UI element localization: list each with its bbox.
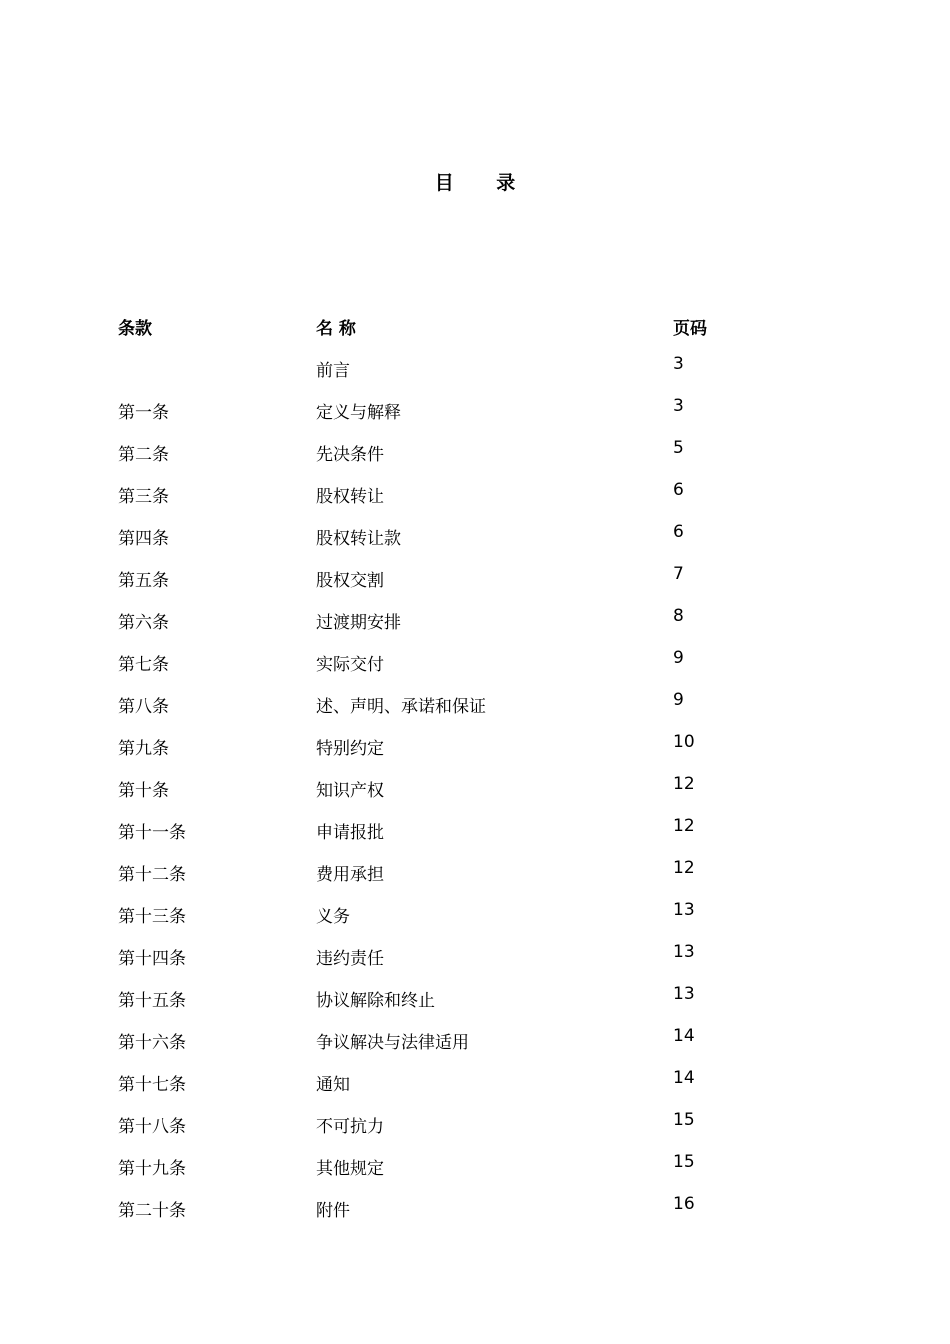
toc-row[interactable] <box>118 986 838 1028</box>
toc-name: 定义与解释 <box>316 403 401 423</box>
toc-clause: 第十二条 <box>118 865 186 885</box>
toc-name: 特别约定 <box>316 739 384 759</box>
toc-page: 9 <box>673 648 684 668</box>
toc-clause: 第十九条 <box>118 1159 186 1179</box>
toc-row[interactable] <box>118 1112 838 1154</box>
toc-page: 6 <box>673 480 684 500</box>
header-name: 名 称 <box>316 319 356 339</box>
toc-row[interactable] <box>118 650 838 692</box>
toc-name: 协议解除和终止 <box>316 991 435 1011</box>
toc-clause: 第十一条 <box>118 823 186 843</box>
toc-page: 10 <box>673 732 695 752</box>
toc-name: 通知 <box>316 1075 350 1095</box>
toc-name: 股权转让款 <box>316 529 401 549</box>
toc-name: 其他规定 <box>316 1159 384 1179</box>
toc-row[interactable] <box>118 566 838 608</box>
toc-page: 5 <box>673 438 684 458</box>
toc-name: 股权交割 <box>316 571 384 591</box>
toc-page: 8 <box>673 606 684 626</box>
toc-name: 过渡期安排 <box>316 613 401 633</box>
toc-page: 3 <box>673 354 684 374</box>
toc-row[interactable] <box>118 1070 838 1112</box>
toc-name: 费用承担 <box>316 865 384 885</box>
toc-clause: 第二条 <box>118 445 169 465</box>
toc-row[interactable] <box>118 1154 838 1196</box>
toc-row[interactable] <box>118 692 838 734</box>
toc-row[interactable] <box>118 482 838 524</box>
toc-clause: 第十三条 <box>118 907 186 927</box>
toc-name: 不可抗力 <box>316 1117 384 1137</box>
toc-row[interactable] <box>118 944 838 986</box>
toc-name: 述、声明、承诺和保证 <box>316 697 486 717</box>
toc-page: 15 <box>673 1152 695 1172</box>
toc-page: 16 <box>673 1194 695 1214</box>
toc-clause: 第五条 <box>118 571 169 591</box>
toc-name: 义务 <box>316 907 350 927</box>
toc-page: 13 <box>673 942 695 962</box>
toc-name: 违约责任 <box>316 949 384 969</box>
toc-page: 3 <box>673 396 684 416</box>
header-page: 页码 <box>673 319 707 339</box>
toc-row[interactable] <box>118 1196 838 1238</box>
toc-row[interactable] <box>118 1028 838 1070</box>
toc-page: 9 <box>673 690 684 710</box>
toc-clause: 第二十条 <box>118 1201 186 1221</box>
toc-row[interactable] <box>118 818 838 860</box>
toc-row[interactable] <box>118 398 838 440</box>
toc-clause: 第七条 <box>118 655 169 675</box>
toc-clause: 第十八条 <box>118 1117 186 1137</box>
toc-clause: 第四条 <box>118 529 169 549</box>
toc-clause: 第十五条 <box>118 991 186 1011</box>
page-title: 目 录 <box>434 172 534 194</box>
toc-clause: 第六条 <box>118 613 169 633</box>
toc-name: 股权转让 <box>316 487 384 507</box>
toc-name: 实际交付 <box>316 655 384 675</box>
toc-row[interactable] <box>118 524 838 566</box>
table-of-contents <box>118 314 838 1238</box>
toc-header-row <box>118 314 838 356</box>
toc-clause: 第八条 <box>118 697 169 717</box>
toc-page: 14 <box>673 1026 695 1046</box>
toc-page: 13 <box>673 900 695 920</box>
toc-page: 14 <box>673 1068 695 1088</box>
toc-clause: 第十四条 <box>118 949 186 969</box>
toc-clause: 第十六条 <box>118 1033 186 1053</box>
toc-row[interactable] <box>118 860 838 902</box>
toc-row[interactable] <box>118 356 838 398</box>
toc-name: 先决条件 <box>316 445 384 465</box>
toc-clause: 第十七条 <box>118 1075 186 1095</box>
toc-page: 13 <box>673 984 695 1004</box>
toc-row[interactable] <box>118 608 838 650</box>
toc-page: 6 <box>673 522 684 542</box>
toc-clause: 第三条 <box>118 487 169 507</box>
toc-clause: 第一条 <box>118 403 169 423</box>
toc-name: 知识产权 <box>316 781 384 801</box>
toc-clause: 第九条 <box>118 739 169 759</box>
header-clause: 条款 <box>118 319 152 339</box>
toc-name: 附件 <box>316 1201 350 1221</box>
toc-row[interactable] <box>118 734 838 776</box>
toc-page: 12 <box>673 774 695 794</box>
toc-page: 7 <box>673 564 684 584</box>
toc-page: 12 <box>673 858 695 878</box>
toc-name: 争议解决与法律适用 <box>316 1033 469 1053</box>
toc-page: 12 <box>673 816 695 836</box>
toc-row[interactable] <box>118 776 838 818</box>
toc-row[interactable] <box>118 902 838 944</box>
toc-name: 前言 <box>316 361 350 381</box>
toc-clause: 第十条 <box>118 781 169 801</box>
toc-name: 申请报批 <box>316 823 384 843</box>
toc-row[interactable] <box>118 440 838 482</box>
toc-page: 15 <box>673 1110 695 1130</box>
